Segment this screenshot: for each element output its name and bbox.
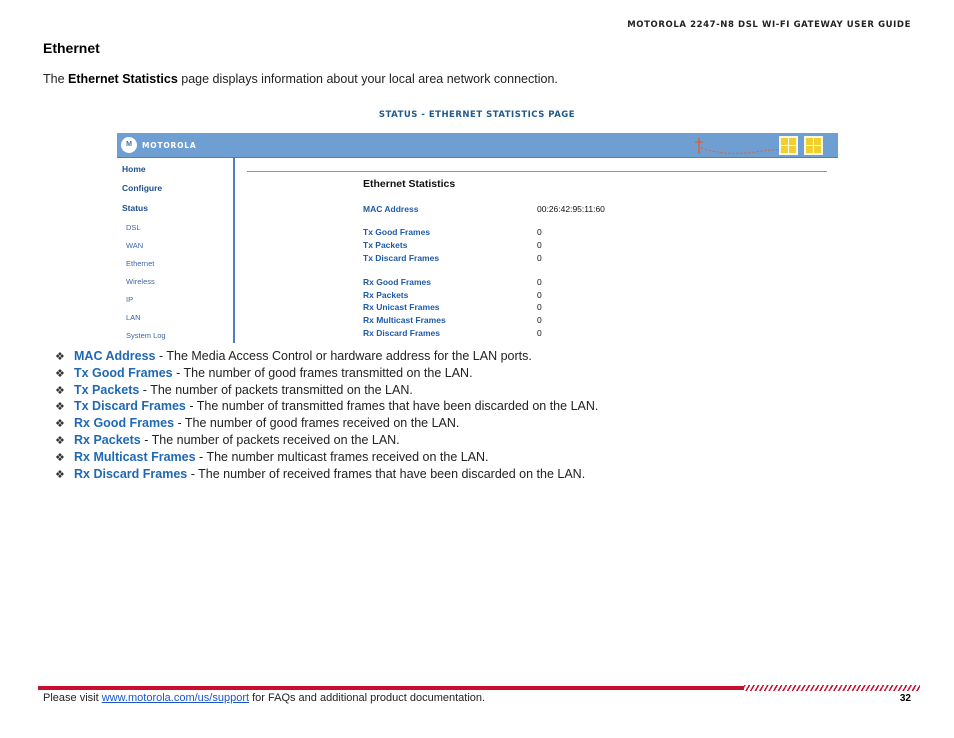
diamond-bullet-icon: ❖ (55, 468, 65, 481)
stat-label: Rx Multicast Frames (363, 315, 446, 325)
nav-sub-lan[interactable]: LAN (126, 313, 141, 322)
nav-sub-wireless[interactable]: Wireless (126, 277, 155, 286)
support-link[interactable]: www.motorola.com/us/support (101, 692, 250, 704)
term: Rx Discard Frames (74, 466, 188, 481)
figure-caption: STATUS - ETHERNET STATISTICS PAGE (378, 110, 576, 120)
term-description: - The number of good frames transmitted on the LAN. (172, 365, 473, 380)
content-divider (247, 171, 827, 172)
diamond-bullet-icon: ❖ (55, 401, 65, 414)
stat-label: Rx Discard Frames (363, 328, 441, 338)
section-title: Ethernet (43, 40, 100, 56)
stat-label: Tx Packets (363, 240, 408, 250)
term: Tx Good Frames (74, 365, 173, 380)
nav-sub-wan[interactable]: WAN (126, 241, 144, 250)
nav-sub-ethernet[interactable]: Ethernet (126, 259, 155, 268)
list-item (55, 450, 598, 467)
nav-sub-ip[interactable]: IP (126, 295, 134, 304)
diamond-bullet-icon: ❖ (55, 351, 65, 363)
router-nav (117, 158, 235, 343)
term-description: - The Media Access Control or hardware address for the LAN ports. (155, 349, 532, 363)
diamond-bullet-icon: ❖ (55, 451, 65, 464)
diamond-bullet-icon: ❖ (55, 434, 65, 447)
intro-bold-term: Ethernet Statistics (68, 72, 178, 86)
term: Tx Packets (74, 382, 140, 397)
stat-label: Rx Packets (363, 290, 409, 300)
footer-rule (38, 686, 744, 690)
router-screenshot (117, 133, 838, 343)
signal-wave-icon (695, 136, 785, 156)
stat-value: 0 (537, 240, 542, 250)
term: Rx Multicast Frames (74, 449, 196, 464)
router-banner (117, 133, 838, 158)
page-number: 32 (899, 693, 911, 704)
list-item (55, 383, 598, 400)
term-description: - The number of transmitted frames that have been discarded on the LAN. (185, 399, 599, 414)
term-description: - The number of packets transmitted on the LAN. (139, 382, 413, 397)
stat-value: 00:26:42:95:11:60 (537, 204, 605, 214)
stat-value: 0 (537, 253, 542, 263)
footer-hatch (744, 685, 920, 691)
nav-sub-system-log[interactable]: System Log (126, 331, 166, 340)
footer-suffix: for FAQs and additional product documentation. (249, 692, 486, 704)
stat-value: 0 (537, 227, 542, 237)
diamond-bullet-icon: ❖ (55, 367, 65, 380)
term: Rx Packets (74, 432, 141, 447)
brand-name: MOTOROLA (142, 141, 197, 150)
term: Tx Discard Frames (74, 399, 186, 414)
stat-value: 0 (537, 277, 542, 287)
list-item (55, 366, 598, 383)
intro-prefix: The (43, 72, 69, 86)
intro-paragraph (43, 72, 558, 86)
nav-configure[interactable]: Configure (122, 183, 163, 193)
window-icon (779, 136, 798, 155)
list-item (55, 467, 598, 484)
list-item (55, 416, 598, 433)
footer-note (43, 692, 485, 704)
stat-value: 0 (537, 328, 542, 338)
motorola-logo-icon: M (121, 137, 137, 153)
nav-home[interactable]: Home (122, 164, 146, 174)
stat-label: MAC Address (363, 204, 419, 214)
definition-list (55, 349, 598, 483)
term-description: - The number of received frames that have been discarded on the LAN. (187, 466, 586, 481)
guide-title: MOTOROLA 2247-N8 DSL WI-FI GATEWAY USER GUIDE (627, 20, 911, 30)
stat-label: Tx Discard Frames (363, 253, 440, 263)
list-item (55, 349, 598, 366)
term-description: - The number of good frames received on the LAN. (174, 416, 460, 431)
diamond-bullet-icon: ❖ (55, 418, 65, 431)
window-icon (804, 136, 823, 155)
intro-suffix: page displays information about your local area network connection. (177, 72, 558, 86)
stat-value: 0 (537, 302, 542, 312)
stat-label: Tx Good Frames (363, 227, 431, 237)
stat-label: Rx Good Frames (363, 277, 432, 287)
stat-value: 0 (537, 290, 542, 300)
term-description: - The number of packets received on the LAN. (140, 432, 400, 447)
list-item (55, 399, 598, 416)
stat-label: Rx Unicast Frames (363, 302, 440, 312)
term: MAC Address (74, 349, 156, 363)
stat-value: 0 (537, 315, 542, 325)
list-item (55, 433, 598, 450)
footer-prefix: Please visit (43, 692, 102, 704)
term-description: - The number multicast frames received on the LAN. (195, 449, 489, 464)
term: Rx Good Frames (74, 416, 175, 431)
diamond-bullet-icon: ❖ (55, 384, 65, 397)
stats-title: Ethernet Statistics (363, 178, 456, 190)
nav-status[interactable]: Status (122, 203, 148, 213)
nav-sub-dsl[interactable]: DSL (126, 223, 141, 232)
